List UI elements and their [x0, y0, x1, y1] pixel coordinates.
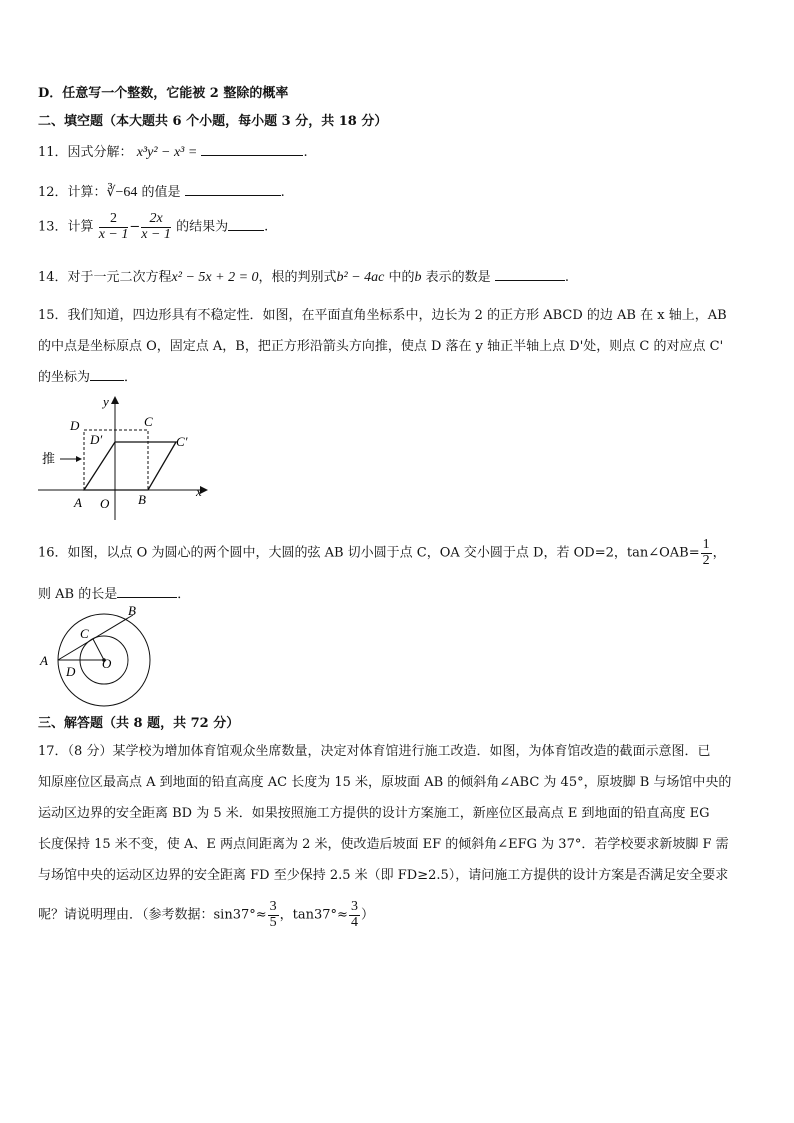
- q15-label-c: C: [144, 414, 153, 429]
- q13-fraction-2: $\frac{2x}{x - 1}$: [141, 211, 171, 242]
- q12-mid: 的值是: [137, 185, 181, 200]
- q14-equation: x² − 5x + 2 = 0: [171, 270, 259, 285]
- q16-fraction: $\frac{1}{2}$: [702, 537, 710, 568]
- option-d: D．任意写一个整数，它能被 2 整除的概率: [38, 86, 289, 101]
- q16-line-1-text: 16．如图，以点 O 为圆心的两个圆中，大圆的弦 AB 切小圆于点 C，OA 交小圆于点 D，若 OD=2，tan∠OAB=: [38, 545, 700, 561]
- q15-figure: [30, 392, 220, 522]
- q17-line-6-mid: ，tan37°≈: [279, 907, 348, 923]
- q13-answer-blank[interactable]: [228, 218, 264, 231]
- q16-label-d: D: [66, 664, 76, 679]
- q15-line-3: [38, 366, 137, 385]
- q15-label-push: 推: [42, 452, 56, 467]
- q15-label-o: O: [100, 496, 110, 511]
- q15-y-arrow: [111, 396, 119, 404]
- q16-figure: [34, 602, 154, 712]
- q13-mid: 的结果为: [171, 219, 229, 235]
- q15-label-a: A: [74, 495, 82, 510]
- q13-prefix: 13．计算: [38, 219, 94, 235]
- q11-suffix: .: [303, 145, 308, 160]
- q17-line-1: 17．（8 分）某学校为增加体育馆观众坐席数量，决定对体育馆进行施工改造．如图，为体育馆改造的截面示意图．已: [38, 744, 711, 759]
- question-13: [38, 212, 268, 242]
- q17-line-3: 运动区边界的安全距离 BD 为 5 米．如果按照施工方提供的设计方案施工，新座位区最高点 E 到地面的铅直高度 EG: [38, 806, 710, 821]
- q14-mid3: 表示的数是: [421, 270, 491, 285]
- q15-parallelogram: [84, 442, 176, 490]
- q16-label-b: B: [128, 603, 136, 618]
- q17-line-2: 知原座位区最高点 A 到地面的铅直高度 AC 长度为 15 米，原坡面 AB 的倾斜角∠ABC 为 45°，原坡脚 B 与场馆中央的: [38, 775, 732, 790]
- q17-line-6-prefix: 呢？请说明理由．（参考数据：sin37°≈: [38, 907, 267, 923]
- q17-line-6-suffix: ）: [360, 907, 374, 923]
- q17-line-4: 长度保持 15 米不变，使 A、E 两点间距离为 2 米，使改造后坡面 EF 的倾斜角∠EFG 为 37°．若学校要求新坡脚 F 需: [38, 837, 729, 852]
- q15-answer-blank[interactable]: [90, 368, 124, 381]
- q14-suffix: .: [564, 270, 569, 285]
- q13-suffix: .: [264, 219, 269, 235]
- q13-minus: −: [129, 219, 141, 235]
- q14-mid1: ，根的判别式: [258, 270, 337, 285]
- q14-mid2: 中的: [384, 270, 415, 285]
- q15-label-y: y: [103, 394, 109, 409]
- q16-label-o: O: [102, 656, 112, 671]
- q11-prefix: 11．因式分解：: [38, 145, 133, 160]
- q12-radical: ∛−64: [106, 185, 138, 200]
- q17-tan-fraction: $\frac{3}{4}$: [350, 899, 358, 930]
- q12-prefix: 12．计算：: [38, 185, 107, 200]
- q12-answer-blank[interactable]: [185, 183, 281, 196]
- q14-variable: b: [414, 270, 422, 285]
- q16-answer-blank[interactable]: [117, 585, 177, 598]
- q15-suffix: ．: [124, 370, 138, 385]
- q15-label-b: B: [138, 492, 146, 507]
- q11-answer-blank[interactable]: [201, 143, 303, 156]
- q14-answer-blank[interactable]: [495, 268, 565, 281]
- q15-line-3-text: 的坐标为: [38, 370, 91, 385]
- q16-chord-ab: [58, 615, 133, 660]
- q11-expression: x³y² − x³ =: [136, 145, 198, 160]
- question-14: [38, 266, 569, 286]
- q15-label-x: x: [196, 484, 202, 499]
- q16-label-a: A: [40, 653, 48, 668]
- question-12: [38, 181, 285, 201]
- q15-label-d-prime: D′: [90, 432, 103, 447]
- q15-line-2: 的中点是坐标原点 O，固定点 A，B，把正方形沿箭头方向推，使点 D 落在 y 轴正半轴上点 D'处，则点 C 的对应点 C': [38, 339, 724, 354]
- section-header-fill-blank: 二、填空题（本大题共 6 个小题，每小题 3 分，共 18 分）: [38, 114, 388, 129]
- q16-suffix: ．: [177, 587, 191, 602]
- question-11: [38, 141, 308, 161]
- q16-label-c: C: [80, 626, 89, 641]
- q14-discriminant: b² − 4ac: [336, 270, 385, 285]
- q16-line-2: [38, 583, 190, 602]
- q16-comma: ，: [712, 545, 726, 561]
- q17-line-6: [38, 900, 374, 930]
- q12-suffix: .: [280, 185, 285, 200]
- q17-sin-fraction: $\frac{3}{5}$: [269, 899, 277, 930]
- q16-line-2-text: 则 AB 的长是: [38, 587, 118, 602]
- q13-fraction-1: $\frac{2}{x - 1}$: [98, 211, 129, 242]
- section-header-solutions: 三、解答题（共 8 题，共 72 分）: [38, 716, 240, 731]
- q15-label-c-prime: C′: [176, 434, 188, 449]
- q15-line-1: 15．我们知道，四边形具有不稳定性．如图，在平面直角坐标系中，边长为 2 的正方形 ABCD 的边 AB 在 x 轴上，AB: [38, 308, 727, 323]
- q15-push-arrowhead: [76, 456, 82, 462]
- q16-line-1: [38, 538, 726, 568]
- q14-prefix: 14．对于一元二次方程: [38, 270, 172, 285]
- q17-line-5: 与场馆中央的运动区边界的安全距离 FD 至少保持 2.5 米（即 FD≥2.5），请问施工方提供的设计方案是否满足安全要求: [38, 868, 729, 883]
- q15-label-d: D: [70, 418, 80, 433]
